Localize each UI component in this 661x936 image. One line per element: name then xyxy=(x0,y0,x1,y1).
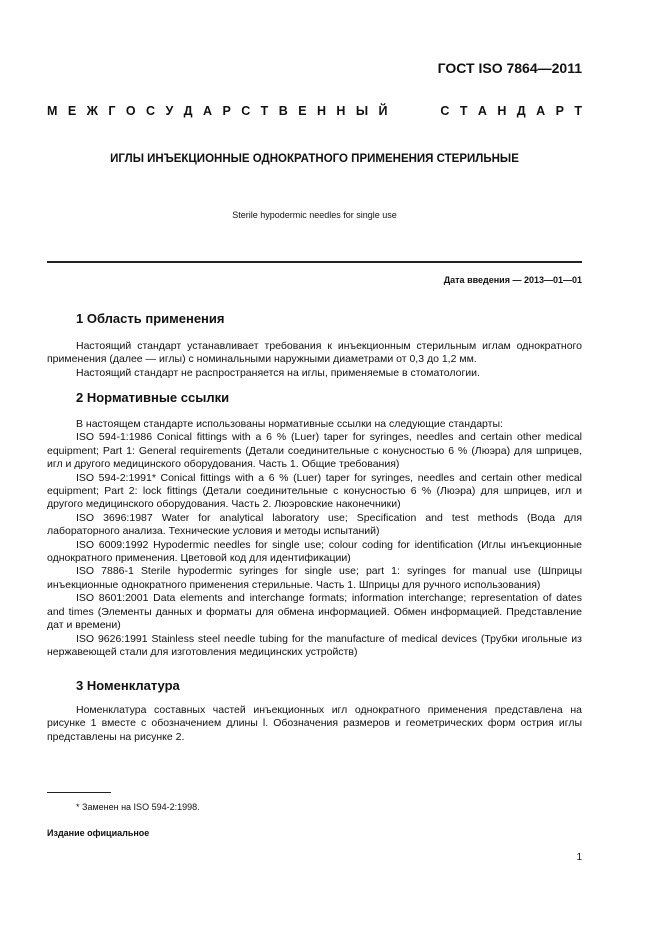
standard-type-letter: Р xyxy=(555,104,564,118)
reference-item: ISO 9626:1991 Stainless steel needle tubing for the manufacture of medical devices (Трубки игольные из нержавеющей стали для изготовления медицинских устройств) xyxy=(47,632,582,658)
document-subtitle: Sterile hypodermic needles for single use xyxy=(232,210,397,220)
section-3-body xyxy=(47,704,582,744)
standard-type-letter: Д xyxy=(516,104,526,118)
standard-type-letter: А xyxy=(477,104,487,118)
standard-type-letter: Т xyxy=(574,104,582,118)
reference-item: ISO 7886-1 Sterile hypodermic syringes for single use; part 1: syringes for manual use (Шприцы инъекционные однократного применения стерильные. Часть 1. Шприцы для ручного использования) xyxy=(47,565,582,591)
standard-type-letter: Т xyxy=(459,104,468,118)
standard-type-letter: С xyxy=(440,104,450,118)
standard-type-letter: С xyxy=(241,104,251,118)
reference-item: ISO 8601:2001 Data elements and interchange formats; information interchange; representation of dates and times (Элементы данных и форматы для обмена информацией. Обмен информацией. Представление дат и времени) xyxy=(47,592,582,632)
standard-type-letter: Е xyxy=(67,104,77,118)
paragraph: В настоящем стандарте использованы нормативные ссылки на следующие стандарты: xyxy=(76,418,503,430)
word-gap xyxy=(398,104,430,118)
standard-type-letter: А xyxy=(203,104,213,118)
standard-type-letter: Н xyxy=(336,104,346,118)
document-code: ГОСТ ISO 7864—2011 xyxy=(437,60,582,76)
footnote-divider xyxy=(47,792,111,793)
document-title: ИГЛЫ ИНЪЕКЦИОННЫЕ ОДНОКРАТНОГО ПРИМЕНЕНИЯ СТЕРИЛЬНЫЕ xyxy=(110,153,519,165)
section-1-heading: 1 Область применения xyxy=(76,311,225,326)
section-3-heading: 3 Номенклатура xyxy=(76,678,180,693)
section-2-heading: 2 Нормативные ссылки xyxy=(76,390,230,405)
standard-type-letter: Д xyxy=(183,104,193,118)
standard-type-letter: Н xyxy=(316,104,326,118)
paragraph: Настоящий стандарт устанавливает требования к инъекционным стерильным иглам однократного применения (далее — иглы) с номинальными наружными диаметрами от 0,3 до 1,2 мм. xyxy=(47,340,582,366)
paragraph: Номенклатура составных частей инъекционных игл однократного применения представлена на рисунке 1 вместе с обозначением длины l. Обозначения размеров и геометрических форм острия иглы представлены на рисунке 2. xyxy=(47,704,582,743)
section-1-body xyxy=(47,340,582,380)
standard-type-letter: А xyxy=(536,104,546,118)
standard-type-letter: Й xyxy=(378,104,388,118)
standard-type-letter: О xyxy=(125,104,136,118)
footnote: * Заменен на ISO 594-2:1998. xyxy=(76,802,200,812)
standard-type-letter: Р xyxy=(222,104,231,118)
standard-type-letter: С xyxy=(146,104,156,118)
standard-type-letter: М xyxy=(47,104,58,118)
standard-type-letter: Т xyxy=(260,104,269,118)
standard-type-letter: У xyxy=(165,104,174,118)
header-divider xyxy=(47,261,582,263)
reference-item: ISO 3696:1987 Water for analytical laboratory use; Specification and test methods (Вода для лабораторного анализа. Технические условия и методы испытаний) xyxy=(47,511,582,538)
standard-type-letter: Е xyxy=(298,104,307,118)
standard-type-heading xyxy=(47,104,582,118)
standard-type-letter: Н xyxy=(497,104,507,118)
section-2-body xyxy=(47,418,582,659)
standard-type-letter: Ж xyxy=(86,104,98,118)
reference-item: ISO 594-1:1986 Conical fittings with a 6 % (Luer) taper for syringes, needles and certain other medical equipment; Part 1: General requirements (Детали соединительные с конусностью 6 % (Люэра) для шприцев, игл и другого медицинского оборудования. Часть 1. Общие требования) xyxy=(47,431,582,471)
reference-item: ISO 6009:1992 Hypodermic needles for single use; colour coding for identification (Иглы инъекционные однократного применения. Цветовой код для идентификации) xyxy=(47,538,582,565)
standard-type-letter: В xyxy=(278,104,288,118)
paragraph: Настоящий стандарт не распространяется на иглы, применяемые в стоматологии. xyxy=(76,366,480,379)
standard-type-letter: Ы xyxy=(355,104,369,118)
page-number: 1 xyxy=(576,852,582,863)
introduction-date: Дата введения — 2013—01—01 xyxy=(443,275,582,285)
standard-type-letter: Г xyxy=(108,104,116,118)
edition-note: Издание официальное xyxy=(47,828,150,838)
reference-item: ISO 594-2:1991* Conical fittings with a 6 % (Luer) taper for syringes, needles and certain other medical equipment; Part 2: lock fittings (Детали соединительные с конусностью 6 % (Люэра) для шприцев, игл и другого медицинского оборудования. Часть 2. Люэровские наконечники) xyxy=(47,471,582,511)
